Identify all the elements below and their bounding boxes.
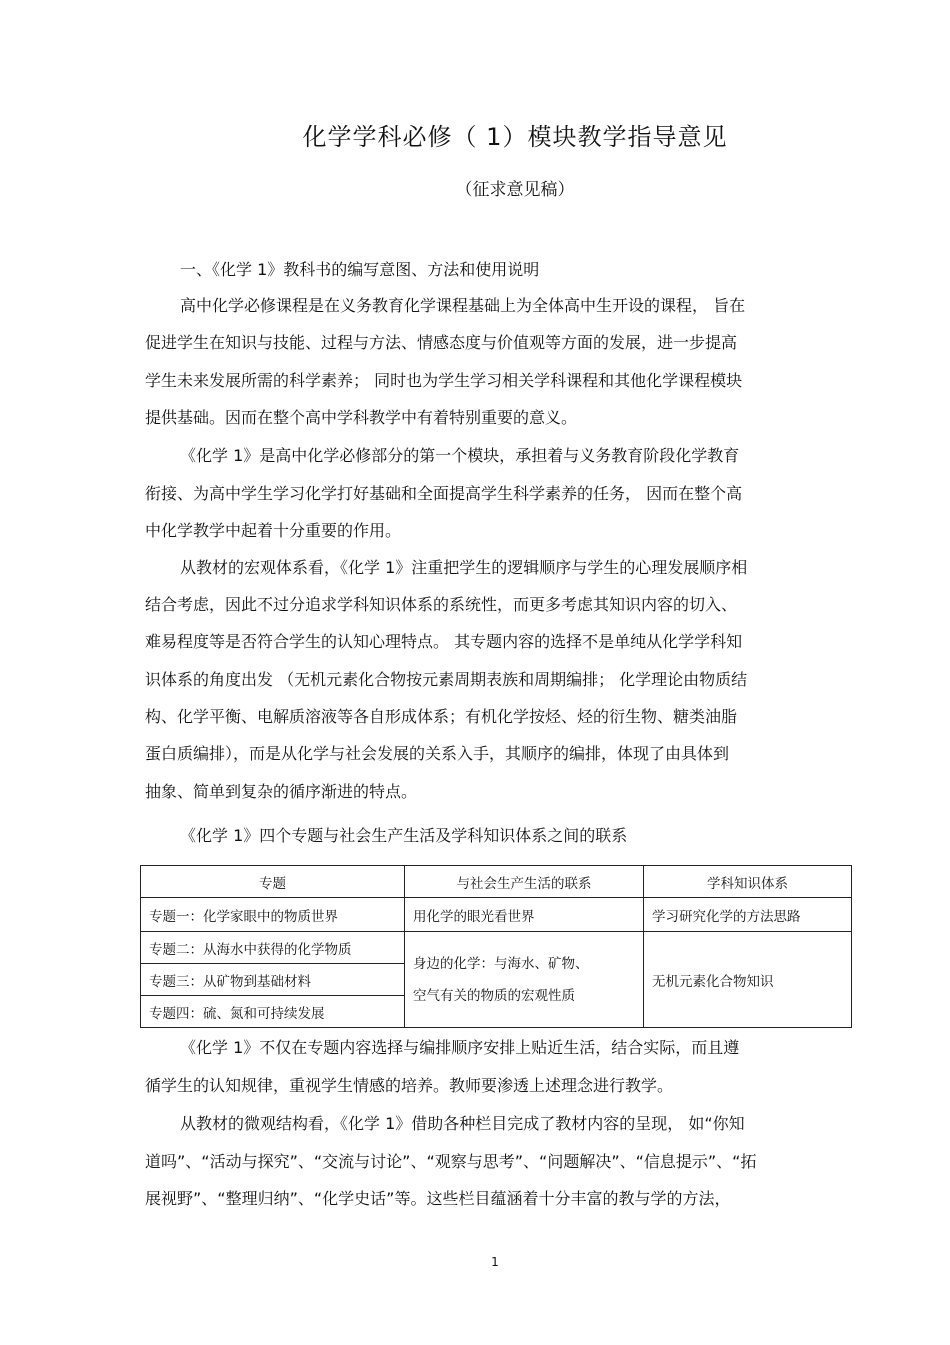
paragraph-line: 从教材的宏观体系看，《化学 1》注重把学生的逻辑顺序与学生的心理发展顺序相 [180, 558, 748, 577]
document-title: 化学学科必修（ 1）模块教学指导意见 [302, 123, 728, 151]
topics-table [140, 865, 852, 1028]
paragraph-line: 中化学教学中起着十分重要的作用。 [145, 521, 402, 540]
topic-cell: 专题四：硫、氮和可持续发展 [141, 996, 405, 1028]
paragraph-line: 展视野”、“整理归纳”、“化学史话”等。这些栏目蕴涵着十分丰富的教与学的方法， [145, 1189, 731, 1208]
section-heading: 一、《化学 1》教科书的编写意图、方法和使用说明 [180, 260, 540, 279]
link-merged-cell [405, 932, 644, 1028]
paragraph-line: 难易程度等是否符合学生的认知心理特点。 其专题内容的选择不是单纯从化学学科知 [145, 632, 743, 651]
header-cell: 学科知识体系 [644, 866, 852, 898]
paragraph-line: 道吗”、“活动与探究”、“交流与讨论”、“观察与思考”、“问题解决”、“信息提示”、“拓 [145, 1152, 757, 1171]
paragraph-line: 《化学 1》不仅在专题内容选择与编排顺序安排上贴近生活，结合实际，而且遵 [180, 1038, 740, 1057]
paragraph-line: 抽象、简单到复杂的循序渐进的特点。 [145, 782, 418, 801]
paragraph-line: 提供基础。因而在整个高中学科教学中有着特别重要的意义。 [145, 408, 578, 427]
header-cell: 与社会生产生活的联系 [405, 866, 644, 898]
document-subtitle: （征求意见稿） [455, 180, 575, 200]
paragraph-line: 构、化学平衡、电解质溶液等各自形成体系；有机化学按烃、烃的衍生物、糖类油脂 [145, 707, 738, 726]
paragraph-line: 高中化学必修课程是在义务教育化学课程基础上为全体高中生开设的课程， 旨在 [180, 296, 746, 315]
table-caption: 《化学 1》四个专题与社会生产生活及学科知识体系之间的联系 [180, 826, 628, 845]
paragraph-line: 学生未来发展所需的科学素养； 同时也为学生学习相关学科课程和其他化学课程模块 [145, 371, 743, 390]
paragraph-line: 结合考虑，因此不过分追求学科知识体系的系统性，而更多考虑其知识内容的切入、 [145, 595, 738, 614]
paragraph-line: 循学生的认知规律，重视学生情感的培养。教师要渗透上述理念进行教学。 [145, 1076, 674, 1095]
topic-cell: 专题三：从矿物到基础材料 [141, 964, 405, 996]
paragraph-line: 促进学生在知识与技能、过程与方法、情感态度与价值观等方面的发展，进一步提高 [145, 333, 738, 352]
topic-cell: 专题一：化学家眼中的物质世界 [141, 898, 405, 932]
paragraph-line: 蛋白质编排），而是从化学与社会发展的关系入手，其顺序的编排，体现了由具体到 [145, 744, 730, 763]
knowledge-merged-cell: 无机元素化合物知识 [644, 932, 852, 1028]
link-cell: 用化学的眼光看世界 [405, 898, 644, 932]
table-row [141, 898, 852, 932]
topic-cell: 专题二：从海水中获得的化学物质 [141, 932, 405, 964]
page-number: 1 [491, 1255, 499, 1269]
table-row [141, 932, 852, 964]
link-merged-line: 空气有关的物质的宏观性质 [413, 987, 575, 1004]
paragraph-line: 衔接、为高中学生学习化学打好基础和全面提高学生科学素养的任务， 因而在整个高 [145, 484, 743, 503]
paragraph-line: 识体系的角度出发 （无机元素化合物按元素周期表族和周期编排； 化学理论由物质结 [145, 670, 748, 689]
link-merged-line: 身边的化学：与海水、矿物、 [413, 955, 589, 972]
paragraph-line: 从教材的微观结构看，《化学 1》借助各种栏目完成了教材内容的呈现， 如“你知 [180, 1114, 745, 1133]
header-cell: 专题 [141, 866, 405, 898]
knowledge-cell: 学习研究化学的方法思路 [644, 898, 852, 932]
paragraph-line: 《化学 1》是高中化学必修部分的第一个模块，承担着与义务教育阶段化学教育 [180, 446, 740, 465]
table-header-row [141, 866, 852, 898]
